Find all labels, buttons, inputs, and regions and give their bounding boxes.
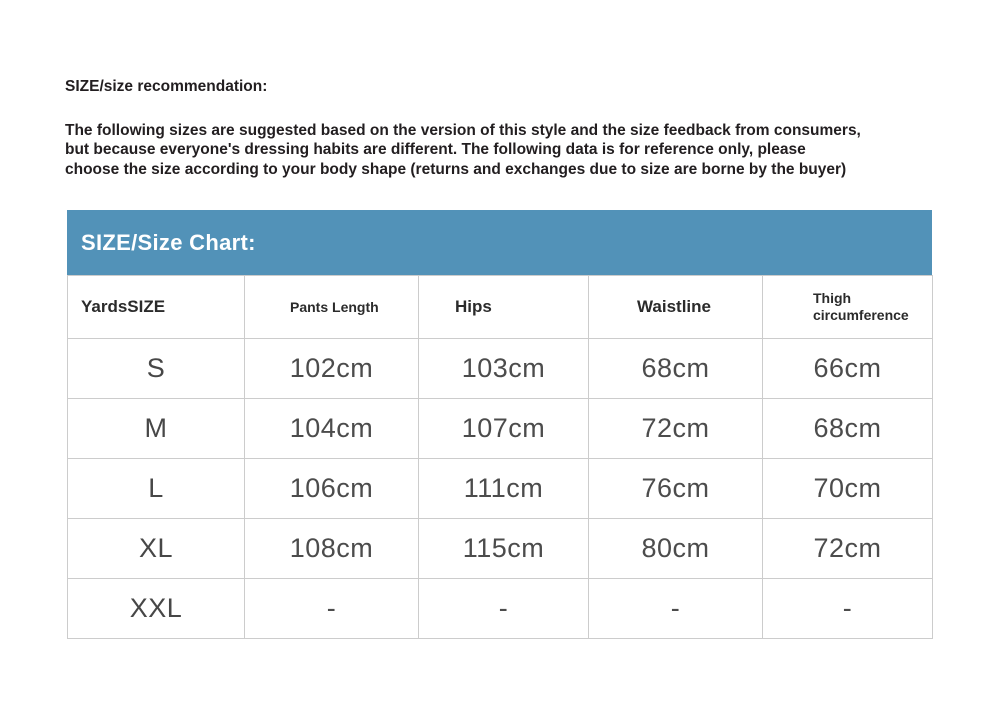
column-header-hips: Hips [419, 276, 589, 339]
thigh-circumference-value: 68cm [763, 399, 933, 459]
waistline-value: 68cm [589, 339, 763, 399]
waistline-value: - [589, 579, 763, 639]
paragraph-line: but because everyone's dressing habits are different. The following data is for reference only, please [65, 141, 806, 159]
waistline-value: 72cm [589, 399, 763, 459]
pants-length-value: 108cm [245, 519, 419, 579]
size-chart-table [67, 275, 933, 639]
column-header-waistline: Waistline [589, 276, 763, 339]
column-header-pants-length: Pants Length [245, 276, 419, 339]
hips-value: 107cm [419, 399, 589, 459]
table-header-row [68, 276, 933, 339]
hips-value: 115cm [419, 519, 589, 579]
thigh-circumference-value: - [763, 579, 933, 639]
size-recommendation-paragraph [65, 121, 861, 179]
size-recommendation-heading: SIZE/size recommendation: [65, 78, 268, 95]
hips-value: 111cm [419, 459, 589, 519]
table-row [68, 459, 933, 519]
table-row [68, 339, 933, 399]
table-row [68, 519, 933, 579]
column-header-thigh-circumference: Thigh circumference [763, 276, 933, 339]
size-chart-title-bar [67, 210, 932, 275]
pants-length-value: - [245, 579, 419, 639]
size-label: XL [68, 519, 245, 579]
hips-value: - [419, 579, 589, 639]
thigh-circumference-value: 66cm [763, 339, 933, 399]
thigh-circumference-value: 70cm [763, 459, 933, 519]
size-chart-section [67, 210, 932, 639]
column-header-yards-size: YardsSIZE [68, 276, 245, 339]
paragraph-line: The following sizes are suggested based on the version of this style and the size feedback from consumers, [65, 122, 861, 139]
table-row [68, 579, 933, 639]
waistline-value: 76cm [589, 459, 763, 519]
size-label: XXL [68, 579, 245, 639]
thigh-circumference-value: 72cm [763, 519, 933, 579]
size-label: L [68, 459, 245, 519]
waistline-value: 80cm [589, 519, 763, 579]
hips-value: 103cm [419, 339, 589, 399]
paragraph-line: choose the size according to your body shape (returns and exchanges due to size are borne by the buyer) [65, 160, 847, 178]
size-label: M [68, 399, 245, 459]
pants-length-value: 104cm [245, 399, 419, 459]
pants-length-value: 106cm [245, 459, 419, 519]
size-chart-title: SIZE/Size Chart: [81, 229, 256, 255]
table-row [68, 399, 933, 459]
pants-length-value: 102cm [245, 339, 419, 399]
size-label: S [68, 339, 245, 399]
